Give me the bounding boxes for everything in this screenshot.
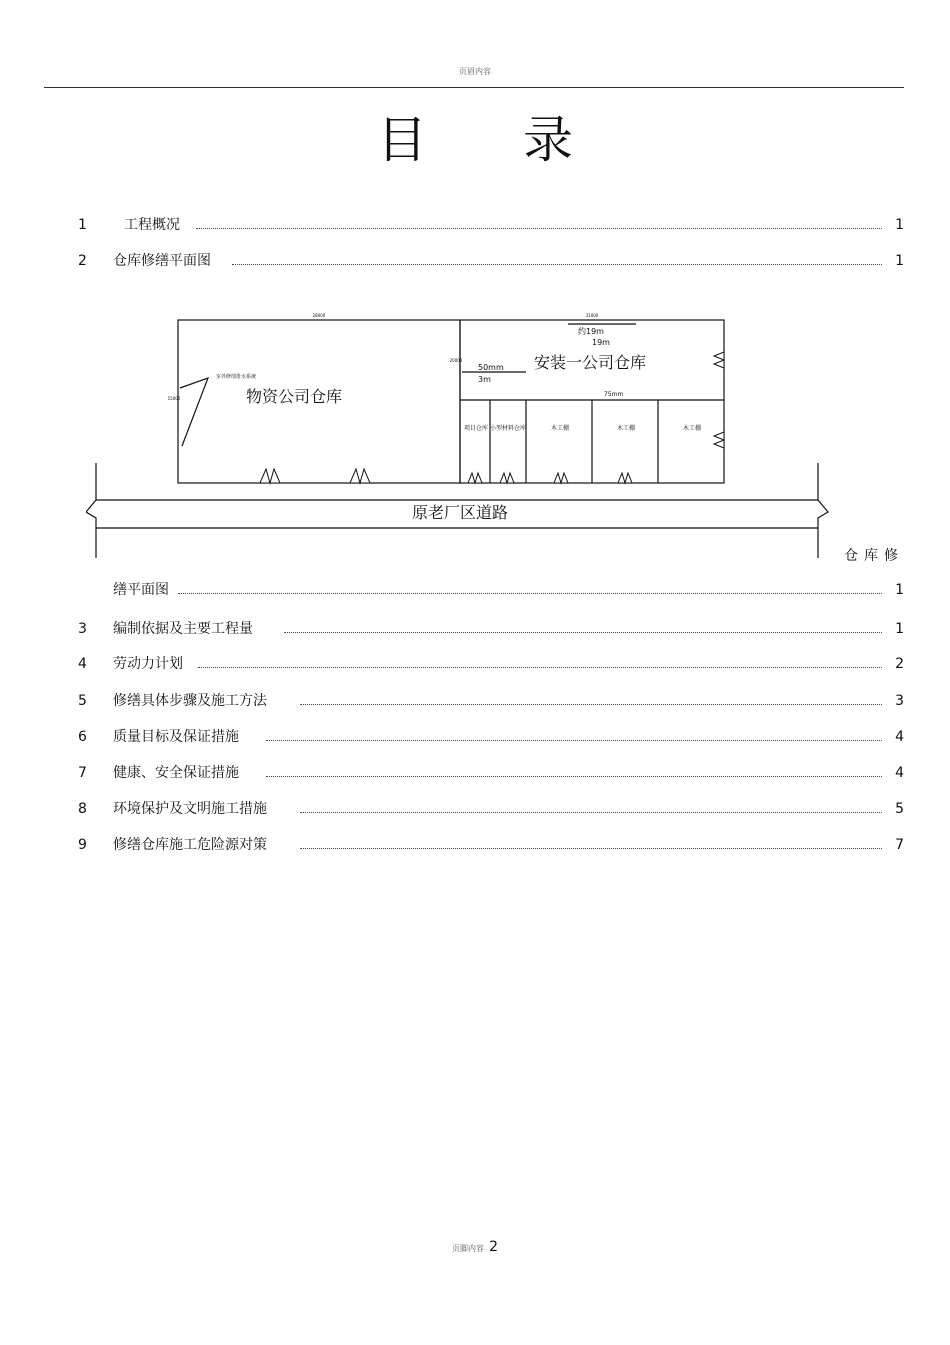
dim-mid-height: 20000 [449, 358, 463, 363]
toc-number: 3 [78, 621, 87, 637]
toc-leader [300, 848, 882, 849]
road-label: 原老厂区道路 [411, 503, 509, 522]
page-header: 页眉内容 [459, 67, 491, 76]
note-19m: 19m [592, 338, 610, 347]
right-warehouse-label: 安装一公司仓库 [533, 353, 647, 372]
toc-number: 4 [78, 656, 87, 672]
toc-label: 修缮具体步骤及施工方法 [113, 693, 267, 709]
toc-entry-5[interactable] [78, 692, 904, 710]
toc-entry-figure-continued[interactable] [78, 581, 904, 599]
note-50mm: 50mm [478, 363, 504, 372]
note-top: 约19m [578, 327, 604, 336]
left-note: 室外修缮排水系统 [216, 374, 257, 380]
toc-entry-4[interactable] [78, 655, 904, 673]
toc-number: 8 [78, 801, 87, 817]
toc-label: 缮平面图 [113, 582, 169, 598]
dim-top-left: 28000 [312, 313, 326, 318]
toc-number: 9 [78, 837, 87, 853]
toc-label: 修缮仓库施工危险源对策 [113, 837, 267, 853]
page-footer [0, 1236, 950, 1255]
dim-top-right: 31000 [585, 313, 599, 318]
note-3m: 3m [478, 375, 491, 384]
toc-page: 1 [895, 253, 904, 269]
figure-caption-fragment: 仓库修 [844, 548, 904, 564]
toc-leader [300, 812, 882, 813]
toc-number: 6 [78, 729, 87, 745]
toc-label: 仓库修缮平面图 [113, 253, 211, 269]
toc-entry-2[interactable] [78, 252, 904, 270]
toc-page: 4 [895, 729, 904, 745]
toc-page: 4 [895, 765, 904, 781]
room-label-1: 项目仓库 [463, 425, 489, 432]
toc-label: 环境保护及文明施工措施 [113, 801, 267, 817]
toc-label: 工程概况 [124, 217, 180, 233]
toc-label: 劳动力计划 [113, 656, 183, 672]
page-number: 2 [489, 1239, 498, 1255]
room-label-3: 木工棚 [550, 425, 570, 432]
toc-page: 2 [895, 656, 904, 672]
toc-page: 1 [895, 621, 904, 637]
toc-leader [300, 704, 882, 705]
toc-number: 7 [78, 765, 87, 781]
room-label-2: 小型材料仓库 [489, 425, 527, 432]
left-warehouse-label: 物资公司仓库 [245, 387, 343, 406]
toc-leader [196, 228, 882, 229]
header-rule [44, 87, 904, 88]
toc-leader [232, 264, 882, 265]
toc-leader [284, 632, 882, 633]
toc-page: 1 [895, 217, 904, 233]
document-title: 目录 [377, 111, 669, 169]
toc-entry-3[interactable] [78, 620, 904, 638]
toc-label: 健康、安全保证措施 [113, 765, 239, 781]
room-label-5: 木工棚 [682, 425, 702, 432]
room-label-4: 木工棚 [616, 425, 636, 432]
toc-page: 1 [895, 582, 904, 598]
toc-entry-8[interactable] [78, 800, 904, 818]
warehouse-floor-plan [86, 300, 838, 558]
toc-number: 2 [78, 253, 87, 269]
toc-label: 编制依据及主要工程量 [113, 621, 253, 637]
note-75mm: 75mm [604, 391, 624, 398]
toc-leader [198, 667, 882, 668]
toc-entry-9[interactable] [78, 836, 904, 854]
toc-leader [266, 776, 882, 777]
dim-left-height: 15000 [167, 396, 181, 401]
toc-leader [266, 740, 882, 741]
toc-page: 7 [895, 837, 904, 853]
toc-entry-7[interactable] [78, 764, 904, 782]
toc-number: 1 [78, 217, 87, 233]
toc-page: 5 [895, 801, 904, 817]
toc-entry-1[interactable] [78, 216, 904, 234]
toc-entry-6[interactable] [78, 728, 904, 746]
toc-page: 3 [895, 693, 904, 709]
toc-label: 质量目标及保证措施 [113, 729, 239, 745]
toc-number: 5 [78, 693, 87, 709]
footer-text: 页脚内容 [451, 1244, 484, 1253]
toc-leader [178, 593, 882, 594]
